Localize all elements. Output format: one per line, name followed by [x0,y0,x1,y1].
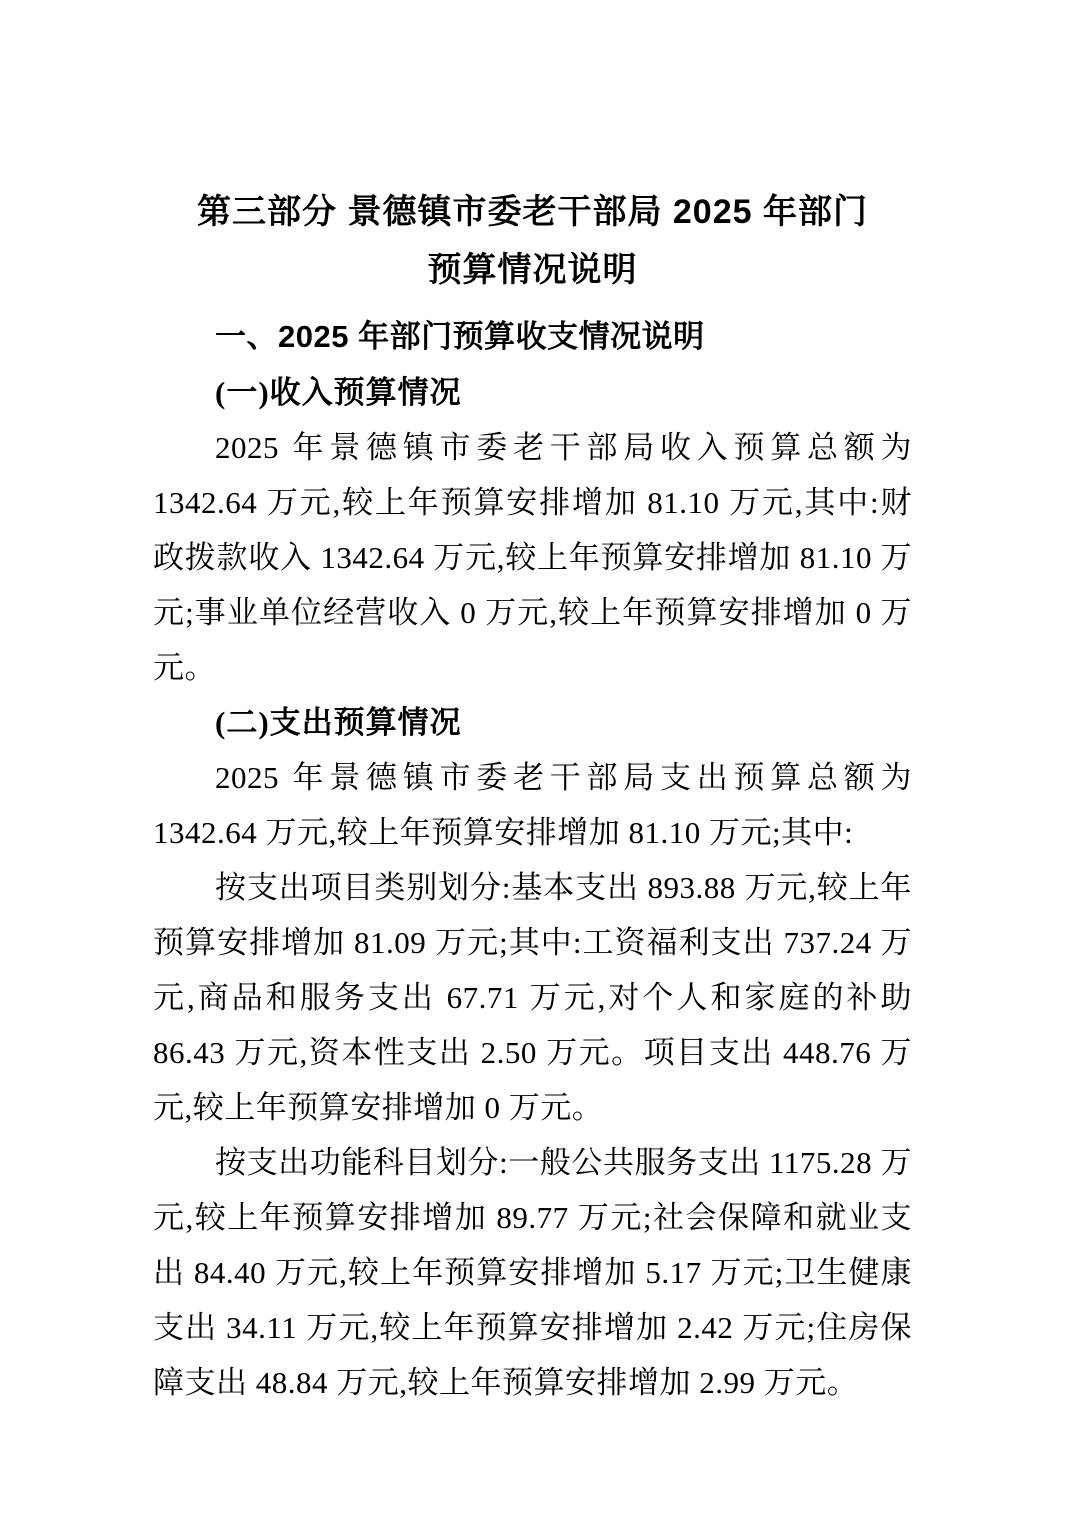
expense-paragraph-by-function: 按支出功能科目划分:一般公共服务支出 1175.28 万元,较上年预算安排增加 89.77 万元;社会保障和就业支出 84.40 万元,较上年预算安排增加 5.17 万元;卫生健康支出 34.11 万元,较上年预算安排增加 2.42 万元;住房保障支出 48.84 万元,较上年预算安排增加 2.99 万元。 [153,1145,912,1400]
document-title-line-1: 第三部分 景德镇市委老干部局 2025 年部门 [197,193,868,231]
expense-paragraph-by-project-type: 按支出项目类别划分:基本支出 893.88 万元,较上年预算安排增加 81.09 万元;其中:工资福利支出 737.24 万元,商品和服务支出 67.71 万元,对个人和家庭的补助 86.43 万元,资本性支出 2.50 万元。项目支出 448.76 万元,较上年预算安排增加 0 万元。 [153,870,912,1125]
expense-paragraph-total: 2025 年景德镇市委老干部局支出预算总额为 1342.64 万元,较上年预算安排增加 81.10 万元;其中: [153,760,912,850]
subsection-heading-income: (一)收入预算情况 [215,375,462,410]
document-title [153,183,912,299]
document-title-line-2: 预算情况说明 [427,251,638,289]
section-heading-budget-overview: 一、2025 年部门预算收支情况说明 [215,319,705,354]
income-paragraph: 2025 年景德镇市委老干部局收入预算总额为 1342.64 万元,较上年预算安排增加 81.10 万元,其中:财政拨款收入 1342.64 万元,较上年预算安排增加 81.10 万元;事业单位经营收入 0 万元,较上年预算安排增加 0 万元。 [153,430,912,685]
subsection-heading-expense: (二)支出预算情况 [215,705,462,740]
